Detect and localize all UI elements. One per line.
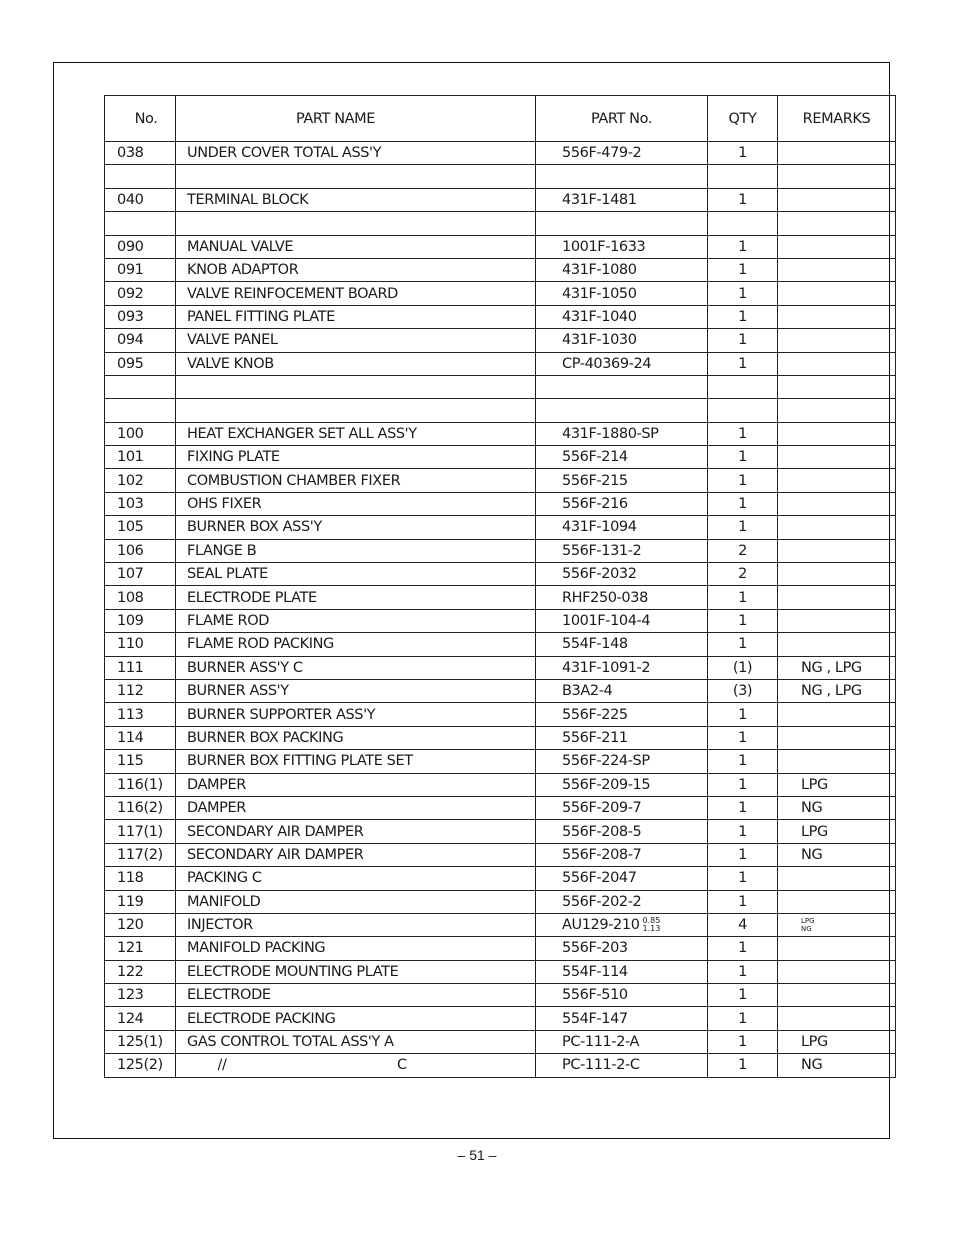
table-row [105,1007,896,1030]
cell-part-name [176,212,536,235]
page-number: – 51 – [457,1147,497,1163]
cell-remarks [778,212,896,235]
header-qty: QTY [708,96,778,142]
cell-part-name: BURNER BOX FITTING PLATE SET [176,750,536,773]
table-row [105,282,896,305]
cell-qty: 1 [708,773,778,796]
cell-part-no: 554F-114 [536,960,708,983]
cell-no: 090 [105,235,176,258]
cell-remarks [778,890,896,913]
cell-no: 113 [105,703,176,726]
cell-remarks [778,422,896,445]
cell-part-no: 431F-1030 [536,329,708,352]
cell-part-name: ELECTRODE PLATE [176,586,536,609]
cell-qty [708,375,778,398]
cell-part-name: DAMPER [176,773,536,796]
cell-qty: 1 [708,282,778,305]
cell-qty: 1 [708,235,778,258]
cell-part-no: 431F-1040 [536,305,708,328]
cell-remarks: NG [778,1054,896,1077]
cell-part-no: 556F-225 [536,703,708,726]
cell-qty: (1) [708,656,778,679]
header-part-no: PART No. [536,96,708,142]
cell-remarks [778,937,896,960]
cell-remarks [778,492,896,515]
cell-qty: 1 [708,609,778,632]
cell-part-name: VALVE PANEL [176,329,536,352]
cell-remarks [778,516,896,539]
cell-remarks: NG [778,796,896,819]
cell-qty: 1 [708,329,778,352]
cell-part-no: 556F-203 [536,937,708,960]
cell-remarks [778,165,896,188]
cell-part-name: KNOB ADAPTOR [176,258,536,281]
part-name-suffix: C [397,1057,407,1074]
table-row [105,633,896,656]
table-body [105,142,896,1078]
cell-qty [708,165,778,188]
table-row [105,703,896,726]
cell-no: 120 [105,913,176,936]
cell-no: 119 [105,890,176,913]
cell-part-name: FIXING PLATE [176,446,536,469]
cell-no: 092 [105,282,176,305]
cell-part-name: SEAL PLATE [176,563,536,586]
table-row [105,165,896,188]
cell-part-name [176,1054,536,1077]
cell-part-no: 556F-215 [536,469,708,492]
cell-part-name: BURNER BOX PACKING [176,726,536,749]
cell-no: 125(2) [105,1054,176,1077]
cell-remarks [778,329,896,352]
cell-remarks [778,960,896,983]
parts-table [104,95,896,1078]
cell-part-no [536,212,708,235]
cell-part-name: VALVE REINFOCEMENT BOARD [176,282,536,305]
cell-remarks [778,352,896,375]
cell-part-name: BURNER SUPPORTER ASS'Y [176,703,536,726]
cell-part-no: 431F-1094 [536,516,708,539]
remark-lpg: LPG [801,917,815,926]
table-row [105,984,896,1007]
cell-part-no: 556F-209-7 [536,796,708,819]
cell-part-name: COMBUSTION CHAMBER FIXER [176,469,536,492]
cell-no: 117(1) [105,820,176,843]
cell-part-no: 556F-224-SP [536,750,708,773]
cell-part-name: ELECTRODE PACKING [176,1007,536,1030]
cell-qty: 1 [708,633,778,656]
part-no-main: AU129-210 [562,917,640,934]
cell-qty: 1 [708,796,778,819]
cell-qty: 1 [708,446,778,469]
table-row [105,913,896,936]
table-row [105,516,896,539]
cell-qty: 1 [708,422,778,445]
cell-part-name [176,165,536,188]
cell-remarks: LPG [778,1030,896,1053]
cell-part-name: BURNER ASS'Y C [176,656,536,679]
cell-remarks [778,750,896,773]
table-row [105,679,896,702]
table-row [105,258,896,281]
table-row [105,235,896,258]
cell-qty: 1 [708,750,778,773]
cell-qty [708,399,778,422]
cell-no: 105 [105,516,176,539]
cell-no: 112 [105,679,176,702]
cell-qty: 1 [708,1030,778,1053]
cell-qty: 1 [708,586,778,609]
cell-no: 115 [105,750,176,773]
cell-part-name: BURNER ASS'Y [176,679,536,702]
cell-part-no: 431F-1880-SP [536,422,708,445]
table-row [105,656,896,679]
cell-no: 122 [105,960,176,983]
cell-qty: 1 [708,352,778,375]
cell-part-name: ELECTRODE MOUNTING PLATE [176,960,536,983]
cell-part-name: PACKING C [176,867,536,890]
cell-part-no: 1001F-104-4 [536,609,708,632]
header-remarks: REMARKS [778,96,896,142]
cell-part-no: 556F-209-15 [536,773,708,796]
cell-part-name: FLAME ROD PACKING [176,633,536,656]
table-row [105,446,896,469]
table-row [105,1054,896,1077]
cell-no: 038 [105,142,176,165]
cell-remarks [778,867,896,890]
cell-part-no: PC-111-2-C [536,1054,708,1077]
cell-qty: 1 [708,867,778,890]
cell-remarks [778,1007,896,1030]
table-row [105,820,896,843]
cell-no: 107 [105,563,176,586]
cell-part-no: CP-40369-24 [536,352,708,375]
cell-part-name: OHS FIXER [176,492,536,515]
cell-remarks [778,446,896,469]
cell-part-no: 556F-211 [536,726,708,749]
cell-qty: 1 [708,1054,778,1077]
cell-part-no: 556F-216 [536,492,708,515]
cell-part-no: 556F-2032 [536,563,708,586]
header-no: No. [105,96,176,142]
cell-remarks [778,258,896,281]
cell-part-name: PANEL FITTING PLATE [176,305,536,328]
cell-part-no: RHF250-038 [536,586,708,609]
cell-remarks [778,609,896,632]
cell-no: 094 [105,329,176,352]
cell-qty: 1 [708,1007,778,1030]
cell-remarks: LPG [778,820,896,843]
cell-no: 114 [105,726,176,749]
cell-remarks [778,305,896,328]
cell-remarks [778,399,896,422]
table-row [105,329,896,352]
size-lpg: 0.85 [642,916,661,926]
cell-no: 102 [105,469,176,492]
cell-remarks [778,469,896,492]
table-row [105,375,896,398]
table-row [105,469,896,492]
cell-no: 106 [105,539,176,562]
cell-part-name: ELECTRODE [176,984,536,1007]
cell-part-name: HEAT EXCHANGER SET ALL ASS'Y [176,422,536,445]
cell-no: 091 [105,258,176,281]
cell-remarks: NG , LPG [778,679,896,702]
cell-no [105,375,176,398]
cell-part-no: 556F-131-2 [536,539,708,562]
cell-part-no: 431F-1050 [536,282,708,305]
cell-qty: 1 [708,305,778,328]
table-row [105,563,896,586]
cell-qty: 2 [708,539,778,562]
cell-no: 116(1) [105,773,176,796]
cell-remarks [778,188,896,211]
cell-qty: 1 [708,703,778,726]
cell-part-name: FLANGE B [176,539,536,562]
cell-remarks [778,282,896,305]
ditto-mark: // [217,1057,227,1074]
cell-part-name: GAS CONTROL TOTAL ASS'Y A [176,1030,536,1053]
cell-remarks [778,726,896,749]
cell-qty: 1 [708,492,778,515]
cell-qty: 1 [708,258,778,281]
cell-remarks [778,563,896,586]
cell-remarks [778,142,896,165]
cell-part-name: MANUAL VALVE [176,235,536,258]
cell-qty: 1 [708,960,778,983]
table-row [105,960,896,983]
cell-part-name: BURNER BOX ASS'Y [176,516,536,539]
cell-remarks [778,235,896,258]
cell-part-no: 431F-1080 [536,258,708,281]
cell-no: 123 [105,984,176,1007]
cell-part-name: FLAME ROD [176,609,536,632]
table-header-row [105,96,896,142]
table-row [105,609,896,632]
cell-qty: 1 [708,820,778,843]
cell-remarks: NG , LPG [778,656,896,679]
cell-qty: (3) [708,679,778,702]
cell-remarks [778,586,896,609]
cell-remarks: LPG [778,773,896,796]
table-row [105,539,896,562]
cell-part-no: 431F-1091-2 [536,656,708,679]
cell-part-no: 556F-208-5 [536,820,708,843]
cell-qty [708,212,778,235]
table-row [105,212,896,235]
cell-part-name [176,399,536,422]
table-row [105,188,896,211]
size-ng: 1.13 [642,924,661,934]
cell-no: 093 [105,305,176,328]
cell-remarks [778,913,896,936]
cell-remarks [778,703,896,726]
cell-qty: 2 [708,563,778,586]
cell-no: 117(2) [105,843,176,866]
cell-part-no: 556F-202-2 [536,890,708,913]
cell-no: 101 [105,446,176,469]
cell-no: 125(1) [105,1030,176,1053]
cell-remarks [778,633,896,656]
cell-qty: 4 [708,913,778,936]
cell-part-no: 1001F-1633 [536,235,708,258]
cell-remarks [778,984,896,1007]
cell-part-name: INJECTOR [176,913,536,936]
table-row [105,422,896,445]
cell-part-name: SECONDARY AIR DAMPER [176,843,536,866]
cell-part-name: VALVE KNOB [176,352,536,375]
cell-part-name [176,375,536,398]
cell-part-name: MANIFOLD PACKING [176,937,536,960]
table-row [105,796,896,819]
table-row [105,399,896,422]
header-part-name: PART NAME [176,96,536,142]
cell-part-no [536,399,708,422]
cell-part-no: 556F-214 [536,446,708,469]
cell-part-name: UNDER COVER TOTAL ASS'Y [176,142,536,165]
table-row [105,1030,896,1053]
cell-no [105,399,176,422]
cell-no [105,165,176,188]
cell-no: 095 [105,352,176,375]
cell-part-no: 554F-148 [536,633,708,656]
cell-no [105,212,176,235]
cell-part-name: SECONDARY AIR DAMPER [176,820,536,843]
table-row [105,750,896,773]
cell-no: 109 [105,609,176,632]
cell-qty: 1 [708,984,778,1007]
cell-no: 108 [105,586,176,609]
cell-remarks [778,539,896,562]
cell-no: 118 [105,867,176,890]
cell-qty: 1 [708,188,778,211]
cell-qty: 1 [708,469,778,492]
cell-part-no: 556F-2047 [536,867,708,890]
cell-no: 124 [105,1007,176,1030]
cell-part-no [536,165,708,188]
table-row [105,890,896,913]
cell-no: 110 [105,633,176,656]
cell-qty: 1 [708,726,778,749]
table-row [105,867,896,890]
cell-qty: 1 [708,142,778,165]
cell-part-no: 554F-147 [536,1007,708,1030]
table-row [105,352,896,375]
cell-remarks: NG [778,843,896,866]
cell-no: 100 [105,422,176,445]
cell-no: 121 [105,937,176,960]
table-row [105,492,896,515]
table-row [105,142,896,165]
cell-no: 116(2) [105,796,176,819]
cell-part-no [536,375,708,398]
table-row [105,843,896,866]
cell-remarks [778,375,896,398]
cell-qty: 1 [708,937,778,960]
cell-part-no: PC-111-2-A [536,1030,708,1053]
table-row [105,305,896,328]
cell-part-no: B3A2-4 [536,679,708,702]
table-row [105,937,896,960]
remark-ng: NG [801,925,812,934]
cell-qty: 1 [708,890,778,913]
cell-no: 040 [105,188,176,211]
cell-part-no: 431F-1481 [536,188,708,211]
cell-qty: 1 [708,843,778,866]
cell-no: 111 [105,656,176,679]
remarks-stack [801,917,815,933]
cell-part-name: TERMINAL BLOCK [176,188,536,211]
table-row [105,586,896,609]
table-row [105,726,896,749]
cell-part-name: DAMPER [176,796,536,819]
table-row [105,773,896,796]
cell-part-no: 556F-208-7 [536,843,708,866]
cell-part-no: 556F-510 [536,984,708,1007]
cell-no: 103 [105,492,176,515]
cell-qty: 1 [708,516,778,539]
part-no-sizes [643,917,661,933]
cell-part-name: MANIFOLD [176,890,536,913]
cell-part-no [536,913,708,936]
cell-part-no: 556F-479-2 [536,142,708,165]
